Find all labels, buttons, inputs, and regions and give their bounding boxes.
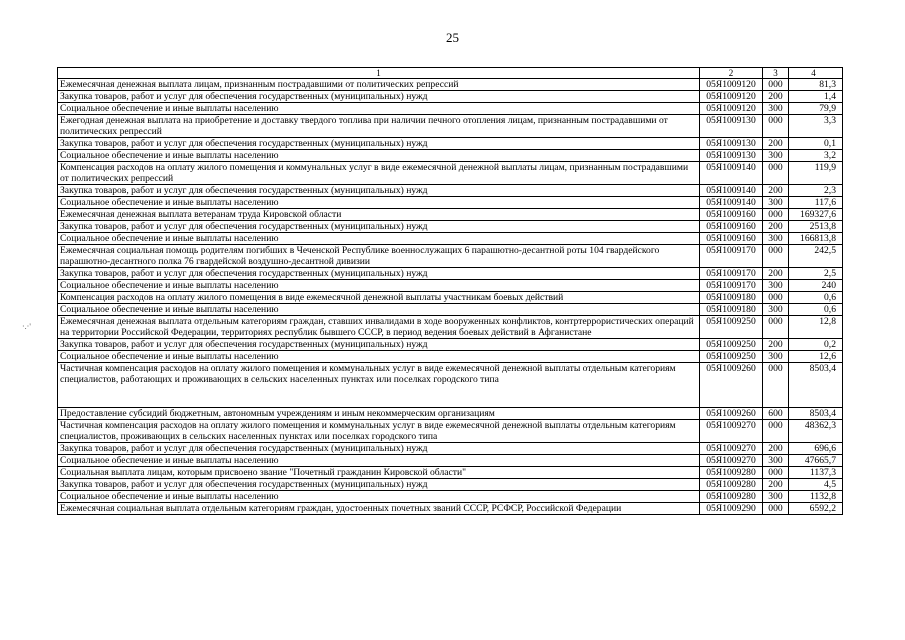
row-type-cell: 200 xyxy=(763,443,789,455)
row-name-cell: Ежемесячная денежная выплата ветеранам труда Кировской области xyxy=(58,209,700,221)
table-row xyxy=(58,491,843,503)
row-name-cell: Компенсация расходов на оплату жилого помещения в виде ежемесячной денежной выплаты участникам боевых действий xyxy=(58,292,700,304)
row-type-cell: 000 xyxy=(763,363,789,408)
row-amount-cell: 3,2 xyxy=(789,150,843,162)
table-row xyxy=(58,420,843,443)
table-row xyxy=(58,245,843,268)
row-name-cell: Социальное обеспечение и иные выплаты населению xyxy=(58,103,700,115)
table-row xyxy=(58,316,843,339)
row-amount-cell: 169327,6 xyxy=(789,209,843,221)
row-code-cell: 05Я1009140 xyxy=(700,162,763,185)
table-row xyxy=(58,292,843,304)
table-row xyxy=(58,185,843,197)
row-code-cell: 05Я1009260 xyxy=(700,363,763,408)
row-amount-cell: 2,3 xyxy=(789,185,843,197)
table-row xyxy=(58,443,843,455)
row-type-cell: 300 xyxy=(763,103,789,115)
table-header xyxy=(58,68,843,79)
row-code-cell: 05Я1009280 xyxy=(700,479,763,491)
row-code-cell: 05Я1009180 xyxy=(700,292,763,304)
row-type-cell: 000 xyxy=(763,209,789,221)
row-code-cell: 05Я1009140 xyxy=(700,197,763,209)
table-row xyxy=(58,138,843,150)
row-type-cell: 000 xyxy=(763,79,789,91)
row-code-cell: 05Я1009250 xyxy=(700,351,763,363)
row-amount-cell: 242,5 xyxy=(789,245,843,268)
row-amount-cell: 3,3 xyxy=(789,115,843,138)
table-row xyxy=(58,233,843,245)
row-name-cell: Компенсация расходов на оплату жилого помещения и коммунальных услуг в виде ежемесячной денежной выплаты лицам, признанным пострадавшими от политических репрессий xyxy=(58,162,700,185)
row-type-cell: 600 xyxy=(763,408,789,420)
row-amount-cell: 81,3 xyxy=(789,79,843,91)
row-name-cell: Ежегодная денежная выплата на приобретение и доставку твердого топлива при наличии печного отопления лицам, признанным пострадавшими от политических репрессий xyxy=(58,115,700,138)
row-amount-cell: 166813,8 xyxy=(789,233,843,245)
table-row xyxy=(58,455,843,467)
row-type-cell: 000 xyxy=(763,316,789,339)
row-type-cell: 000 xyxy=(763,420,789,443)
row-name-cell: Социальное обеспечение и иные выплаты населению xyxy=(58,491,700,503)
row-amount-cell: 696,6 xyxy=(789,443,843,455)
row-type-cell: 200 xyxy=(763,138,789,150)
row-name-cell: Закупка товаров, работ и услуг для обеспечения государственных (муниципальных) нужд xyxy=(58,221,700,233)
row-amount-cell: 8503,4 xyxy=(789,408,843,420)
row-code-cell: 05Я1009270 xyxy=(700,443,763,455)
row-amount-cell: 1137,3 xyxy=(789,467,843,479)
row-code-cell: 05Я1009130 xyxy=(700,138,763,150)
row-code-cell: 05Я1009260 xyxy=(700,408,763,420)
row-name-cell: Ежемесячная денежная выплата лицам, признанным пострадавшими от политических репрессий xyxy=(58,79,700,91)
table-row xyxy=(58,339,843,351)
row-amount-cell: 240 xyxy=(789,280,843,292)
row-amount-cell: 2513,8 xyxy=(789,221,843,233)
row-amount-cell: 12,6 xyxy=(789,351,843,363)
table-row xyxy=(58,268,843,280)
row-type-cell: 200 xyxy=(763,479,789,491)
row-code-cell: 05Я1009270 xyxy=(700,420,763,443)
header-col-2: 2 xyxy=(700,68,763,79)
row-code-cell: 05Я1009290 xyxy=(700,503,763,515)
row-code-cell: 05Я1009140 xyxy=(700,185,763,197)
row-code-cell: 05Я1009280 xyxy=(700,491,763,503)
row-amount-cell: 47665,7 xyxy=(789,455,843,467)
header-col-4: 4 xyxy=(789,68,843,79)
row-amount-cell: 48362,3 xyxy=(789,420,843,443)
row-amount-cell: 119,9 xyxy=(789,162,843,185)
table-row xyxy=(58,351,843,363)
row-type-cell: 300 xyxy=(763,233,789,245)
row-type-cell: 200 xyxy=(763,339,789,351)
page-number: 25 xyxy=(446,30,459,45)
row-name-cell: Ежемесячная социальная помощь родителям погибших в Чеченской Республике военнослужащих 6 парашютно-десантной роты 104 гвардейского парашютно-десантного полка 76 гвардейской воздушно-десантной дивизии xyxy=(58,245,700,268)
row-type-cell: 000 xyxy=(763,115,789,138)
row-type-cell: 300 xyxy=(763,304,789,316)
row-code-cell: 05Я1009170 xyxy=(700,268,763,280)
row-type-cell: 300 xyxy=(763,280,789,292)
row-name-cell: Ежемесячная социальная выплата отдельным категориям граждан, удостоенных почетных званий СССР, РСФСР, Российской Федерации xyxy=(58,503,700,515)
header-col-1: 1 xyxy=(58,68,700,79)
row-amount-cell: 0,1 xyxy=(789,138,843,150)
table-row xyxy=(58,209,843,221)
row-name-cell: Закупка товаров, работ и услуг для обеспечения государственных (муниципальных) нужд xyxy=(58,268,700,280)
row-code-cell: 05Я1009120 xyxy=(700,91,763,103)
row-amount-cell: 1,4 xyxy=(789,91,843,103)
row-type-cell: 000 xyxy=(763,292,789,304)
row-name-cell: Социальное обеспечение и иные выплаты населению xyxy=(58,233,700,245)
table-row xyxy=(58,103,843,115)
row-code-cell: 05Я1009170 xyxy=(700,245,763,268)
table-row xyxy=(58,479,843,491)
row-type-cell: 000 xyxy=(763,467,789,479)
table-row xyxy=(58,197,843,209)
row-code-cell: 05Я1009160 xyxy=(700,233,763,245)
row-code-cell: 05Я1009120 xyxy=(700,103,763,115)
row-name-cell: Частичная компенсация расходов на оплату жилого помещения и коммунальных услуг в виде ежемесячной денежной выплаты отдельным категориям специалистов, работающих и проживающих в сельских населенных пунктах или поселках городского типа xyxy=(58,363,700,408)
table-row xyxy=(58,79,843,91)
row-name-cell: Закупка товаров, работ и услуг для обеспечения государственных (муниципальных) нужд xyxy=(58,91,700,103)
table-body xyxy=(58,79,843,515)
table-row xyxy=(58,91,843,103)
row-amount-cell: 1132,8 xyxy=(789,491,843,503)
table-row xyxy=(58,280,843,292)
row-name-cell: Закупка товаров, работ и услуг для обеспечения государственных (муниципальных) нужд xyxy=(58,339,700,351)
row-name-cell: Ежемесячная денежная выплата отдельным категориям граждан, ставших инвалидами в ходе вооруженных конфликтов, контртеррористических операций на территории Российской Федерации, территориях республик бывшего СССР, в период ведения боевых действий в Афганистане xyxy=(58,316,700,339)
margin-scan-mark: ·.·' xyxy=(22,322,31,331)
row-type-cell: 300 xyxy=(763,197,789,209)
row-amount-cell: 79,9 xyxy=(789,103,843,115)
row-type-cell: 300 xyxy=(763,455,789,467)
table-row xyxy=(58,221,843,233)
row-type-cell: 200 xyxy=(763,185,789,197)
row-code-cell: 05Я1009250 xyxy=(700,316,763,339)
table-row xyxy=(58,115,843,138)
row-code-cell: 05Я1009130 xyxy=(700,150,763,162)
row-name-cell: Социальное обеспечение и иные выплаты населению xyxy=(58,351,700,363)
table-row xyxy=(58,503,843,515)
row-code-cell: 05Я1009180 xyxy=(700,304,763,316)
row-amount-cell: 117,6 xyxy=(789,197,843,209)
row-code-cell: 05Я1009160 xyxy=(700,209,763,221)
row-name-cell: Социальная выплата лицам, которым присвоено звание "Почетный гражданин Кировской области" xyxy=(58,467,700,479)
row-type-cell: 200 xyxy=(763,91,789,103)
row-name-cell: Закупка товаров, работ и услуг для обеспечения государственных (муниципальных) нужд xyxy=(58,443,700,455)
row-code-cell: 05Я1009270 xyxy=(700,455,763,467)
row-code-cell: 05Я1009130 xyxy=(700,115,763,138)
table-row xyxy=(58,162,843,185)
row-type-cell: 000 xyxy=(763,503,789,515)
row-name-cell: Социальное обеспечение и иные выплаты населению xyxy=(58,197,700,209)
row-code-cell: 05Я1009160 xyxy=(700,221,763,233)
row-code-cell: 05Я1009280 xyxy=(700,467,763,479)
row-type-cell: 300 xyxy=(763,351,789,363)
table-row xyxy=(58,408,843,420)
row-type-cell: 000 xyxy=(763,245,789,268)
row-amount-cell: 0,2 xyxy=(789,339,843,351)
row-name-cell: Частичная компенсация расходов на оплату жилого помещения и коммунальных услуг в виде ежемесячной денежной выплаты отдельным категориям специалистов, проживающих в сельских населенных пунктах или поселках городского типа xyxy=(58,420,700,443)
row-amount-cell: 12,8 xyxy=(789,316,843,339)
row-name-cell: Закупка товаров, работ и услуг для обеспечения государственных (муниципальных) нужд xyxy=(58,138,700,150)
budget-table xyxy=(57,67,843,515)
row-code-cell: 05Я1009250 xyxy=(700,339,763,351)
table-row xyxy=(58,467,843,479)
table-row xyxy=(58,363,843,408)
row-name-cell: Закупка товаров, работ и услуг для обеспечения государственных (муниципальных) нужд xyxy=(58,185,700,197)
row-name-cell: Предоставление субсидий бюджетным, автономным учреждениям и иным некоммерческим организациям xyxy=(58,408,700,420)
row-amount-cell: 4,5 xyxy=(789,479,843,491)
header-col-3: 3 xyxy=(763,68,789,79)
row-amount-cell: 8503,4 xyxy=(789,363,843,408)
row-type-cell: 300 xyxy=(763,491,789,503)
table-row xyxy=(58,304,843,316)
row-amount-cell: 0,6 xyxy=(789,292,843,304)
row-type-cell: 000 xyxy=(763,162,789,185)
table-row xyxy=(58,150,843,162)
row-code-cell: 05Я1009170 xyxy=(700,280,763,292)
row-code-cell: 05Я1009120 xyxy=(700,79,763,91)
row-name-cell: Социальное обеспечение и иные выплаты населению xyxy=(58,280,700,292)
row-amount-cell: 6592,2 xyxy=(789,503,843,515)
row-name-cell: Закупка товаров, работ и услуг для обеспечения государственных (муниципальных) нужд xyxy=(58,479,700,491)
row-amount-cell: 2,5 xyxy=(789,268,843,280)
row-name-cell: Социальное обеспечение и иные выплаты населению xyxy=(58,304,700,316)
row-amount-cell: 0,6 xyxy=(789,304,843,316)
row-type-cell: 300 xyxy=(763,150,789,162)
row-name-cell: Социальное обеспечение и иные выплаты населению xyxy=(58,455,700,467)
row-type-cell: 200 xyxy=(763,268,789,280)
row-name-cell: Социальное обеспечение и иные выплаты населению xyxy=(58,150,700,162)
row-type-cell: 200 xyxy=(763,221,789,233)
